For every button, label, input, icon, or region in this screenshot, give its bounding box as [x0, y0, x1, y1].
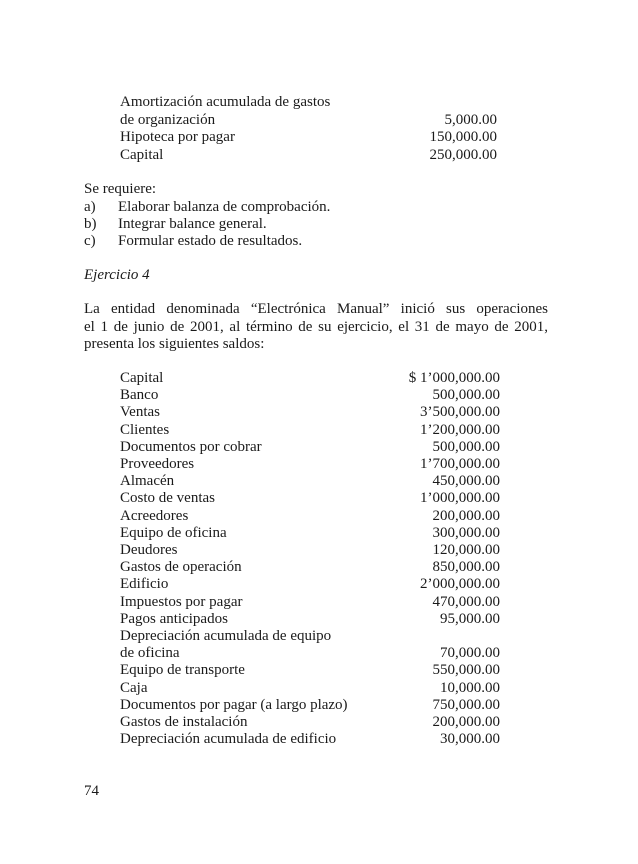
page-number: 74 [84, 783, 99, 799]
list-item [0, 128, 638, 146]
balance-item [0, 679, 638, 697]
item-label: Caja [120, 680, 148, 696]
paragraph-line: el 1 de junio de 2001, al término de su ejercicio, el 31 de mayo de 2001, [84, 319, 548, 335]
paragraph-line: La entidad denominada “Electrónica Manual” inició sus operaciones [84, 301, 548, 317]
item-amount: 1’200,000.00 [420, 422, 500, 438]
item-label: Capital [120, 147, 164, 163]
item-amount: 5,000.00 [444, 112, 497, 128]
requirement-item [0, 232, 638, 250]
item-amount: 150,000.00 [429, 129, 497, 145]
item-label: Ventas [120, 404, 160, 420]
requirements-intro: Se requiere: [84, 181, 157, 197]
item-amount: 450,000.00 [432, 473, 500, 489]
balance-item [0, 489, 638, 507]
item-amount: 750,000.00 [432, 697, 500, 713]
balance-item [0, 610, 638, 628]
item-label: Acreedores [120, 508, 189, 524]
balance-item [0, 438, 638, 456]
item-label: Proveedores [120, 456, 195, 472]
balance-item [0, 627, 638, 645]
item-label: Clientes [120, 422, 170, 438]
paragraph-line: presenta los siguientes saldos: [84, 336, 265, 352]
balance-item [0, 421, 638, 439]
item-label: Pagos anticipados [120, 611, 228, 627]
balance-item [0, 369, 638, 387]
item-amount: 70,000.00 [440, 645, 500, 661]
balance-item [0, 541, 638, 559]
item-label: de organización [120, 112, 216, 128]
item-amount: 95,000.00 [440, 611, 500, 627]
balance-item [0, 472, 638, 490]
item-amount: 10,000.00 [440, 680, 500, 696]
item-amount: 2’000,000.00 [420, 576, 500, 592]
balance-item [0, 524, 638, 542]
item-label: Deudores [120, 542, 178, 558]
balance-item [0, 713, 638, 731]
requirement-letter: b) [84, 216, 97, 232]
item-label: Equipo de oficina [120, 525, 227, 541]
balance-item [0, 403, 638, 421]
balance-item [0, 455, 638, 473]
item-label: Banco [120, 387, 159, 403]
item-amount: 550,000.00 [432, 662, 500, 678]
item-label: Gastos de instalación [120, 714, 248, 730]
requirement-text: Formular estado de resultados. [118, 233, 303, 249]
item-label: Depreciación acumulada de equipo [120, 628, 332, 644]
item-label: Documentos por pagar (a largo plazo) [120, 697, 348, 713]
list-item [0, 146, 638, 164]
item-amount: 120,000.00 [432, 542, 500, 558]
item-label: Impuestos por pagar [120, 594, 243, 610]
item-label: Depreciación acumulada de edificio [120, 731, 337, 747]
item-amount: 1’000,000.00 [420, 490, 500, 506]
balance-item [0, 386, 638, 404]
balance-item [0, 730, 638, 748]
item-amount: 200,000.00 [432, 714, 500, 730]
item-label: Capital [120, 370, 164, 386]
item-label: Gastos de operación [120, 559, 242, 575]
item-amount: 500,000.00 [432, 387, 500, 403]
requirement-text: Integrar balance general. [118, 216, 267, 232]
balance-item [0, 575, 638, 593]
balance-item [0, 661, 638, 679]
item-amount: 470,000.00 [432, 594, 500, 610]
exercise-heading: Ejercicio 4 [84, 267, 150, 283]
item-amount: 850,000.00 [432, 559, 500, 575]
item-label: Equipo de transporte [120, 662, 245, 678]
item-amount: 1’700,000.00 [420, 456, 500, 472]
item-amount: 250,000.00 [429, 147, 497, 163]
item-label: Amortización acumulada de gastos [120, 94, 331, 110]
list-item [0, 93, 638, 111]
item-label: Almacén [120, 473, 175, 489]
item-label: Costo de ventas [120, 490, 215, 506]
item-amount: 3’500,000.00 [420, 404, 500, 420]
item-label: Edificio [120, 576, 169, 592]
balance-item [0, 507, 638, 525]
requirement-item [0, 215, 638, 233]
item-amount: 200,000.00 [432, 508, 500, 524]
balance-item [0, 593, 638, 611]
item-label: de oficina [120, 645, 180, 661]
item-amount: 500,000.00 [432, 439, 500, 455]
list-item [0, 111, 638, 129]
item-label: Documentos por cobrar [120, 439, 262, 455]
requirement-letter: a) [84, 199, 96, 215]
item-amount: 30,000.00 [440, 731, 500, 747]
balance-item [0, 644, 638, 662]
balance-item [0, 696, 638, 714]
requirement-text: Elaborar balanza de comprobación. [118, 199, 331, 215]
requirement-item [0, 198, 638, 216]
item-amount: 300,000.00 [432, 525, 500, 541]
item-amount: $ 1’000,000.00 [408, 370, 500, 386]
balance-item [0, 558, 638, 576]
item-label: Hipoteca por pagar [120, 129, 235, 145]
requirement-letter: c) [84, 233, 96, 249]
